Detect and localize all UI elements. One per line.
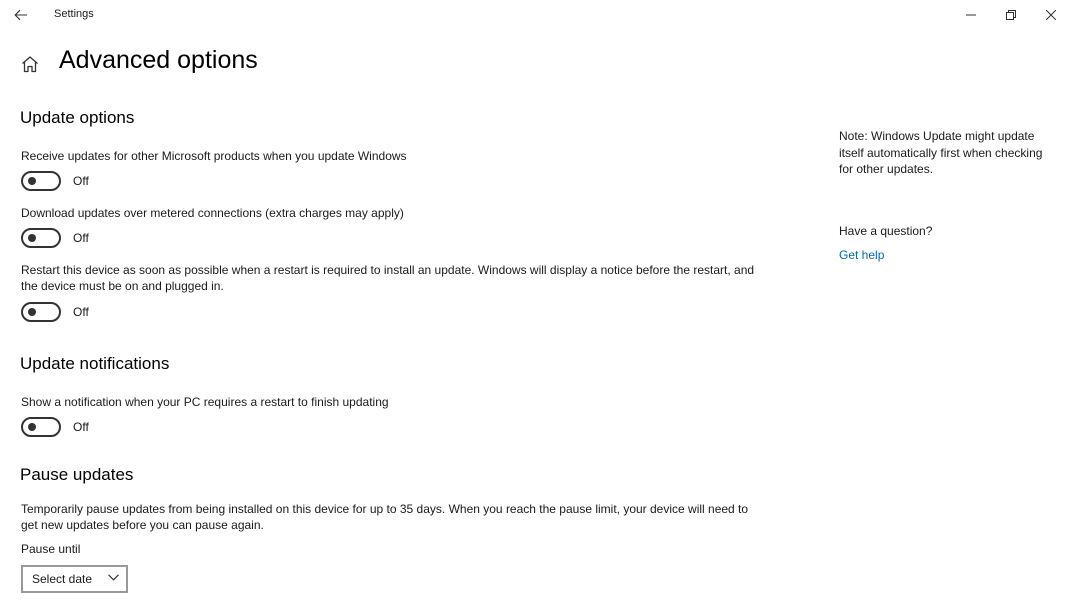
setting-label-other-products: Receive updates for other Microsoft products when you update Windows xyxy=(21,149,407,163)
restore-icon xyxy=(1006,10,1016,20)
pause-until-select[interactable] xyxy=(21,565,128,593)
toggle-metered[interactable] xyxy=(21,228,61,248)
toggle-state-text: Off xyxy=(73,174,89,188)
title-bar xyxy=(0,0,1066,30)
setting-label-restart: Restart this device as soon as possible when a restart is required to install an update. Windows will display a notice before the restart, and the device must be on and plugged in. xyxy=(21,263,755,293)
setting-label-restart-notification: Show a notification when your PC requires a restart to finish updating xyxy=(21,395,389,409)
minimize-button[interactable] xyxy=(951,0,991,30)
toggle-knob xyxy=(28,423,36,431)
toggle-other-products[interactable] xyxy=(21,171,61,191)
toggle-restart-notification[interactable] xyxy=(21,417,61,437)
section-heading-update-options: Update options xyxy=(20,108,135,127)
toggle-row-restart-notification xyxy=(21,417,89,437)
setting-label-metered: Download updates over metered connections (extra charges may apply) xyxy=(21,206,404,220)
toggle-state-text: Off xyxy=(73,231,89,245)
get-help-link[interactable]: Get help xyxy=(839,248,885,262)
page-title: Advanced options xyxy=(59,46,258,74)
back-button[interactable] xyxy=(6,2,36,28)
toggle-knob xyxy=(28,177,36,185)
pause-until-label: Pause until xyxy=(21,542,81,556)
sidebar-question: Have a question? xyxy=(839,224,933,238)
close-button[interactable] xyxy=(1031,0,1066,30)
toggle-row-restart xyxy=(21,302,89,322)
section-heading-pause-updates: Pause updates xyxy=(20,465,134,484)
chevron-down-icon xyxy=(108,574,119,581)
back-arrow-icon xyxy=(14,9,28,21)
close-icon xyxy=(1046,10,1056,20)
toggle-restart[interactable] xyxy=(21,302,61,322)
toggle-row-other-products xyxy=(21,171,89,191)
toggle-row-metered xyxy=(21,228,89,248)
toggle-knob xyxy=(28,234,36,242)
toggle-state-text: Off xyxy=(73,305,89,319)
restore-button[interactable] xyxy=(991,0,1031,30)
home-icon[interactable] xyxy=(20,55,40,73)
pause-description: Temporarily pause updates from being installed on this device for up to 35 days. When you reach the pause limit, your device will need to get new updates before you can pause again. xyxy=(21,502,749,532)
select-value: Select date xyxy=(32,572,93,586)
sidebar-note: Note: Windows Update might update itself automatically first when checking for other updates. xyxy=(839,129,1043,176)
toggle-state-text: Off xyxy=(73,420,89,434)
app-title: Settings xyxy=(54,8,94,20)
minimize-icon xyxy=(966,10,976,20)
section-heading-update-notifications: Update notifications xyxy=(20,354,170,373)
toggle-knob xyxy=(28,308,36,316)
